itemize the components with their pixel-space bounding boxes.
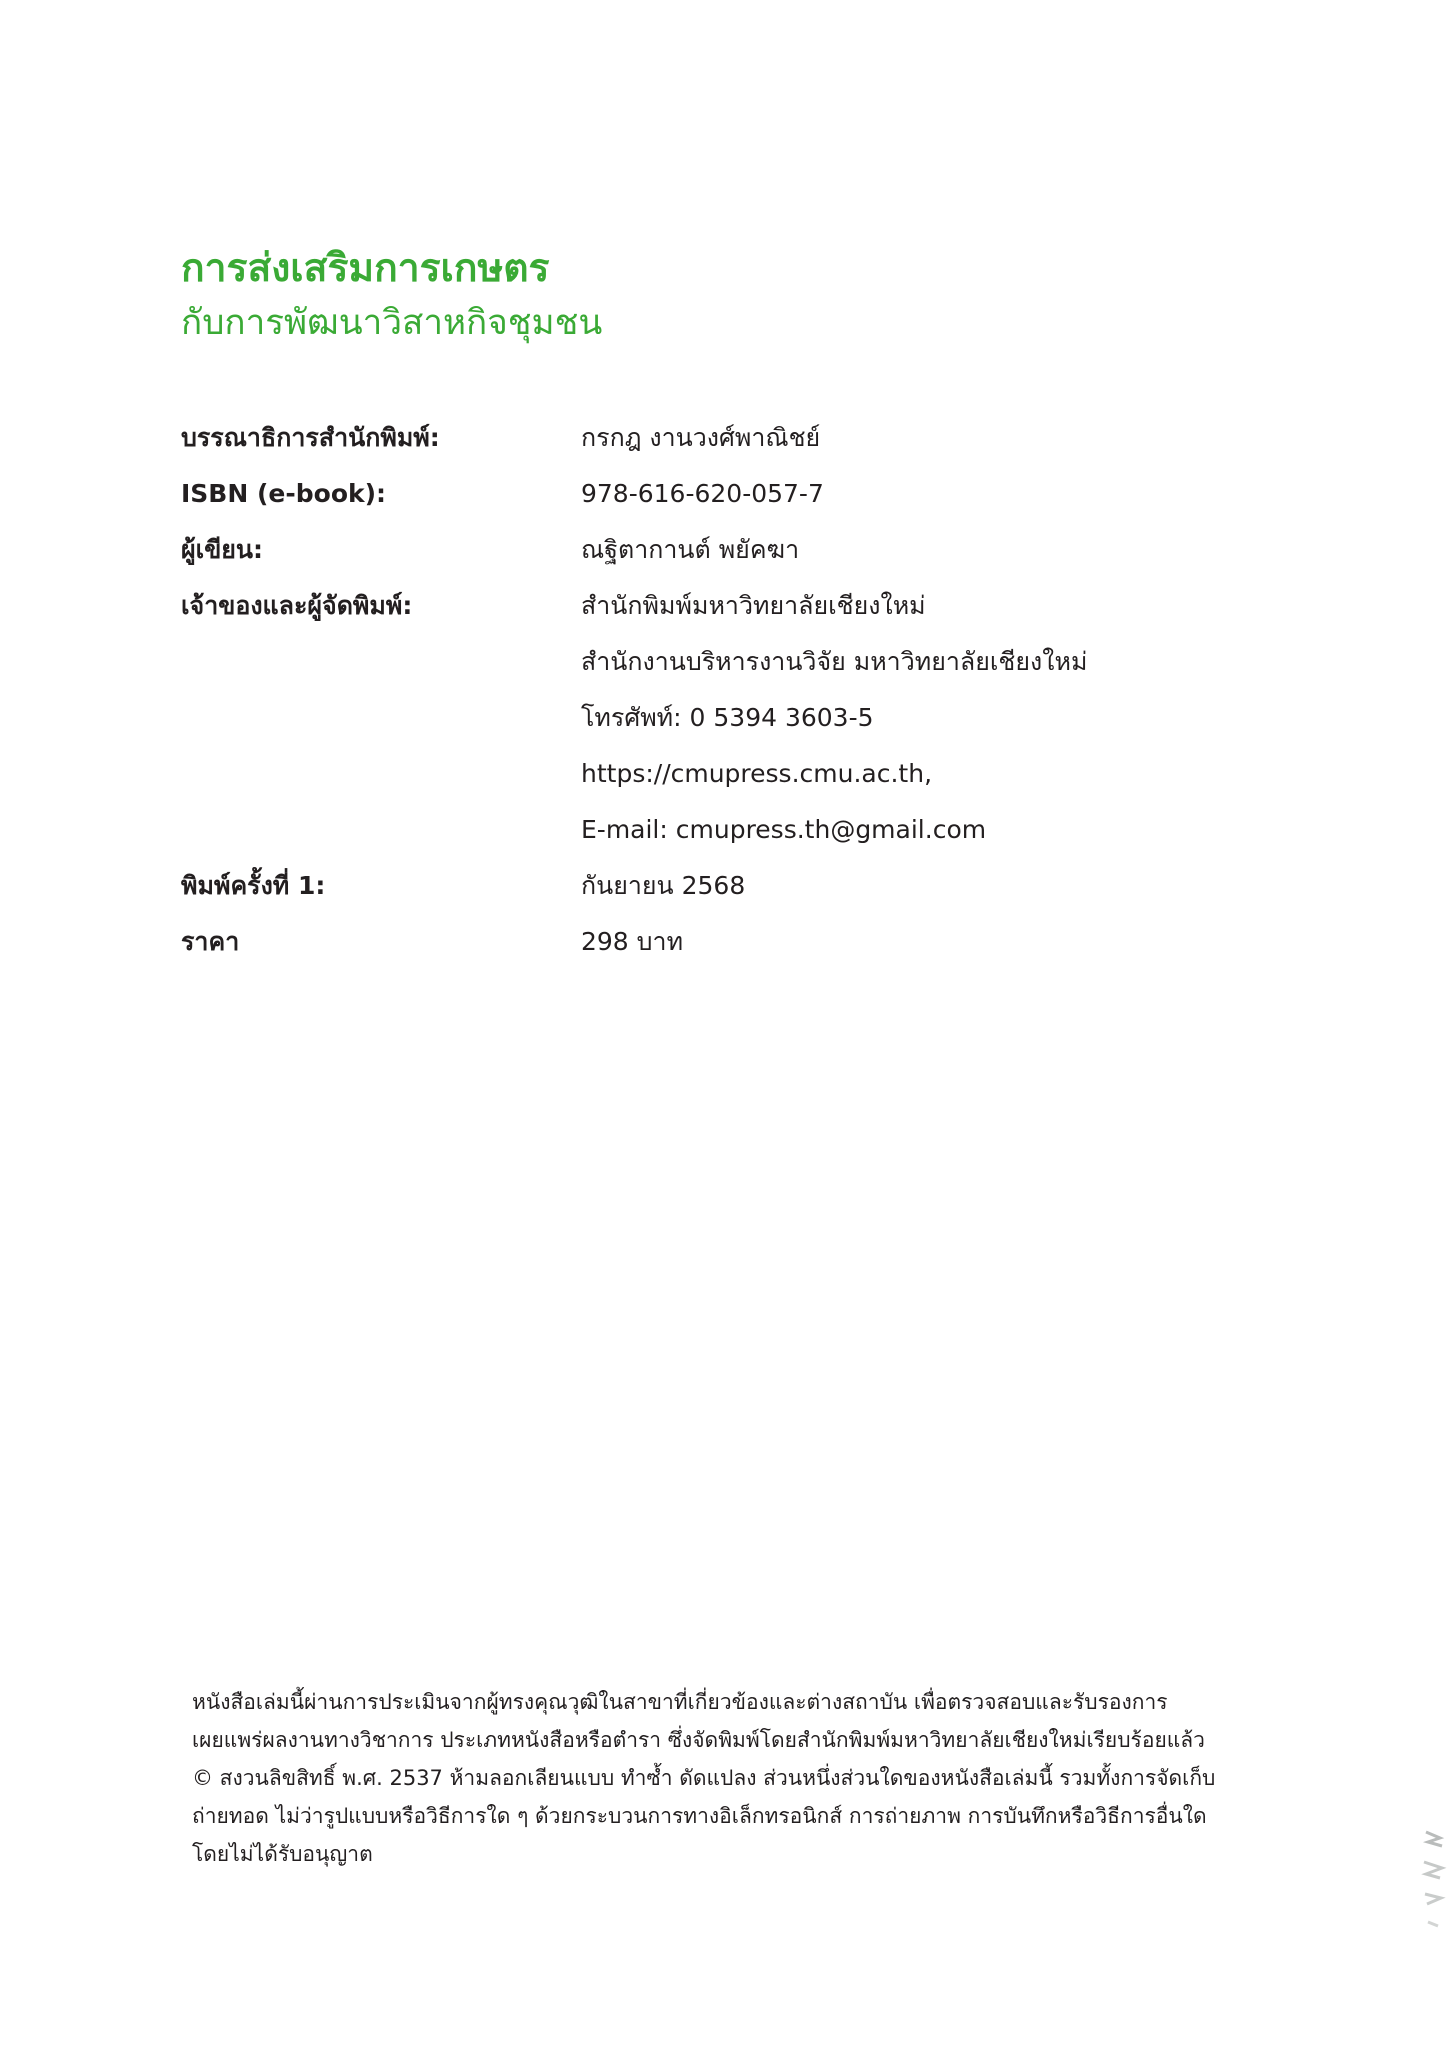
editor-label: บรรณาธิการสำนักพิมพ์: xyxy=(181,423,440,452)
author-row xyxy=(181,522,1181,578)
title-block xyxy=(181,244,602,348)
publisher-row xyxy=(181,578,1181,858)
isbn-label: ISBN (e-book): xyxy=(181,479,387,508)
publisher-label: เจ้าของและผู้จัดพิมพ์: xyxy=(181,591,413,620)
price-label: ราคา xyxy=(181,927,240,956)
isbn-value: 978-616-620-057-7 xyxy=(581,479,824,508)
copyright-notice xyxy=(192,1683,1254,1873)
isbn-row xyxy=(181,466,1181,522)
notice-line: โดยไม่ได้รับอนุญาต xyxy=(192,1842,373,1866)
edge-decoration xyxy=(1420,1828,1447,1932)
publisher-phone: โทรศัพท์: 0 5394 3603-5 xyxy=(581,703,874,732)
notice-line: ถ่ายทอด ไม่ว่ารูปแบบหรือวิธีการใด ๆ ด้วยกระบวนการทางอิเล็กทรอนิกส์ การถ่ายภาพ การบันทึกหรือวิธีการอื่นใด xyxy=(192,1804,1207,1828)
editor-value: กรกฎ งานวงศ์พาณิชย์ xyxy=(581,423,821,452)
publisher-office: สำนักงานบริหารงานวิจัย มหาวิทยาลัยเชียงใหม่ xyxy=(581,647,1088,676)
price-value: 298 บาท xyxy=(581,927,684,956)
editor-row xyxy=(181,410,1181,466)
notice-line: © สงวนลิขสิทธิ์ พ.ศ. 2537 ห้ามลอกเลียนแบบ ทำซ้ำ ดัดแปลง ส่วนหนึ่งส่วนใดของหนังสือเล่มนี้ รวมทั้งการจัดเก็บ xyxy=(192,1766,1216,1790)
first-print-row xyxy=(181,858,1181,914)
price-row xyxy=(181,914,1181,970)
notice-line: หนังสือเล่มนี้ผ่านการประเมินจากผู้ทรงคุณวุฒิในสาขาที่เกี่ยวข้องและต่างสถาบัน เพื่อตรวจสอบและรับรองการ xyxy=(192,1690,1168,1714)
author-value: ณฐิตากานต์ พยัคฆา xyxy=(581,535,800,564)
publisher-name: สำนักพิมพ์มหาวิทยาลัยเชียงใหม่ xyxy=(581,591,926,620)
publication-info xyxy=(181,410,1181,970)
publisher-email: E-mail: cmupress.th@gmail.com xyxy=(581,815,987,844)
publisher-website: https://cmupress.cmu.ac.th, xyxy=(581,759,933,788)
author-label: ผู้เขียน: xyxy=(181,535,264,564)
first-print-label: พิมพ์ครั้งที่ 1: xyxy=(181,871,326,900)
first-print-value: กันยายน 2568 xyxy=(581,871,746,900)
book-subtitle: กับการพัฒนาวิสาหกิจชุมชน xyxy=(181,303,603,343)
notice-line: เผยแพร่ผลงานทางวิชาการ ประเภทหนังสือหรือตำรา ซึ่งจัดพิมพ์โดยสำนักพิมพ์มหาวิทยาลัยเชียงใหม่เรียบร้อยแล้ว xyxy=(192,1728,1205,1752)
book-title: การส่งเสริมการเกษตร xyxy=(181,246,550,291)
